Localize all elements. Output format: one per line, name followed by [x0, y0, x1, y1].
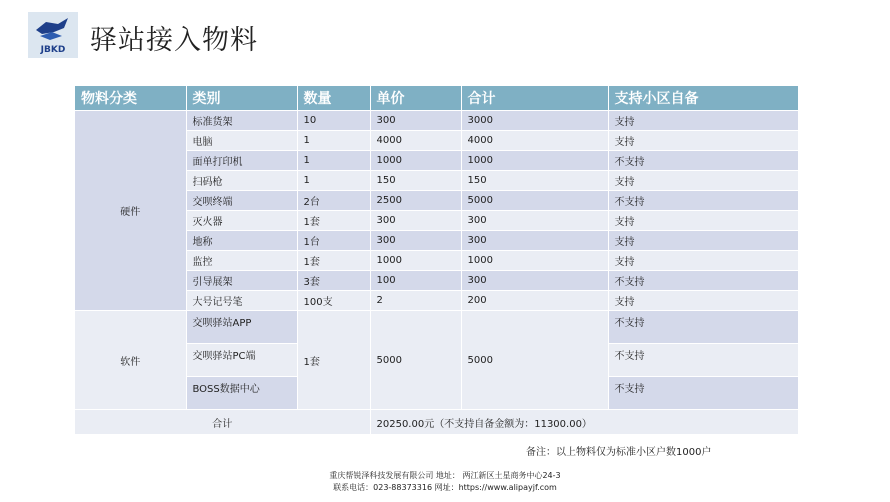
item-name: 监控 [186, 251, 297, 271]
item-support: 支持 [608, 291, 798, 311]
software-item-name: 交呗驿站PC端 [186, 344, 297, 377]
software-item-name: BOSS数据中心 [186, 377, 297, 410]
item-support: 支持 [608, 231, 798, 251]
item-total: 3000 [461, 111, 608, 131]
item-quantity: 100支 [297, 291, 370, 311]
logo-icon [28, 12, 78, 58]
item-quantity: 1 [297, 171, 370, 191]
item-support: 支持 [608, 171, 798, 191]
total-row [75, 410, 798, 435]
header-unit-price: 单价 [370, 86, 461, 111]
item-total: 300 [461, 231, 608, 251]
item-name: 地称 [186, 231, 297, 251]
software-item-support: 不支持 [608, 377, 798, 410]
item-quantity: 10 [297, 111, 370, 131]
header-category: 物料分类 [75, 86, 186, 111]
item-support: 不支持 [608, 191, 798, 211]
materials-table [75, 86, 799, 434]
item-unit-price: 150 [370, 171, 461, 191]
software-quantity: 1套 [297, 311, 370, 410]
item-total: 300 [461, 211, 608, 231]
total-value: 20250.00元（不支持自备金额为：11300.00） [370, 410, 798, 435]
item-total: 200 [461, 291, 608, 311]
item-name: 灭火器 [186, 211, 297, 231]
item-total: 150 [461, 171, 608, 191]
item-support: 支持 [608, 211, 798, 231]
item-quantity: 1套 [297, 251, 370, 271]
item-total: 1000 [461, 251, 608, 271]
footnote: 备注：以上物料仅为标准小区户数1000户 [526, 447, 712, 458]
item-support: 不支持 [608, 271, 798, 291]
logo-text: JBKD [40, 45, 66, 55]
footer-company-address: 重庆帮锐泽科技发展有限公司 地址： 两江新区土星商务中心24-3 [329, 471, 561, 480]
item-unit-price: 300 [370, 211, 461, 231]
item-quantity: 1套 [297, 211, 370, 231]
item-total: 4000 [461, 131, 608, 151]
item-total: 300 [461, 271, 608, 291]
hardware-category-cell: 硬件 [75, 111, 186, 311]
software-category-cell: 软件 [75, 311, 186, 410]
item-name: 交呗终端 [186, 191, 297, 211]
item-total: 1000 [461, 151, 608, 171]
item-support: 支持 [608, 251, 798, 271]
total-label: 合计 [75, 410, 370, 435]
software-unit-price: 5000 [370, 311, 461, 410]
header-total: 合计 [461, 86, 608, 111]
item-unit-price: 4000 [370, 131, 461, 151]
item-quantity: 1 [297, 151, 370, 171]
page-title: 驿站接入物料 [90, 25, 258, 56]
item-quantity: 2台 [297, 191, 370, 211]
header-type: 类别 [186, 86, 297, 111]
company-logo [28, 12, 78, 58]
item-unit-price: 2 [370, 291, 461, 311]
software-item-support: 不支持 [608, 311, 798, 344]
item-quantity: 1 [297, 131, 370, 151]
software-total: 5000 [461, 311, 608, 410]
item-quantity: 1台 [297, 231, 370, 251]
table-row [75, 111, 798, 131]
item-name: 引导展架 [186, 271, 297, 291]
item-support: 支持 [608, 111, 798, 131]
header-self-supply: 支持小区自备 [608, 86, 798, 111]
table-header-row [75, 86, 798, 111]
item-total: 5000 [461, 191, 608, 211]
item-unit-price: 1000 [370, 251, 461, 271]
item-unit-price: 2500 [370, 191, 461, 211]
item-name: 扫码枪 [186, 171, 297, 191]
item-support: 不支持 [608, 151, 798, 171]
item-name: 面单打印机 [186, 151, 297, 171]
software-item-name: 交呗驿站APP [186, 311, 297, 344]
item-unit-price: 100 [370, 271, 461, 291]
item-name: 标准货架 [186, 111, 297, 131]
item-name: 大号记号笔 [186, 291, 297, 311]
item-name: 电脑 [186, 131, 297, 151]
table-row [75, 311, 798, 344]
footer-contact: 联系电话：023-88373316 网址：https://www.alipayjf.com [333, 483, 557, 492]
header-quantity: 数量 [297, 86, 370, 111]
item-unit-price: 300 [370, 231, 461, 251]
item-unit-price: 300 [370, 111, 461, 131]
software-item-support: 不支持 [608, 344, 798, 377]
item-quantity: 3套 [297, 271, 370, 291]
item-support: 支持 [608, 131, 798, 151]
item-unit-price: 1000 [370, 151, 461, 171]
